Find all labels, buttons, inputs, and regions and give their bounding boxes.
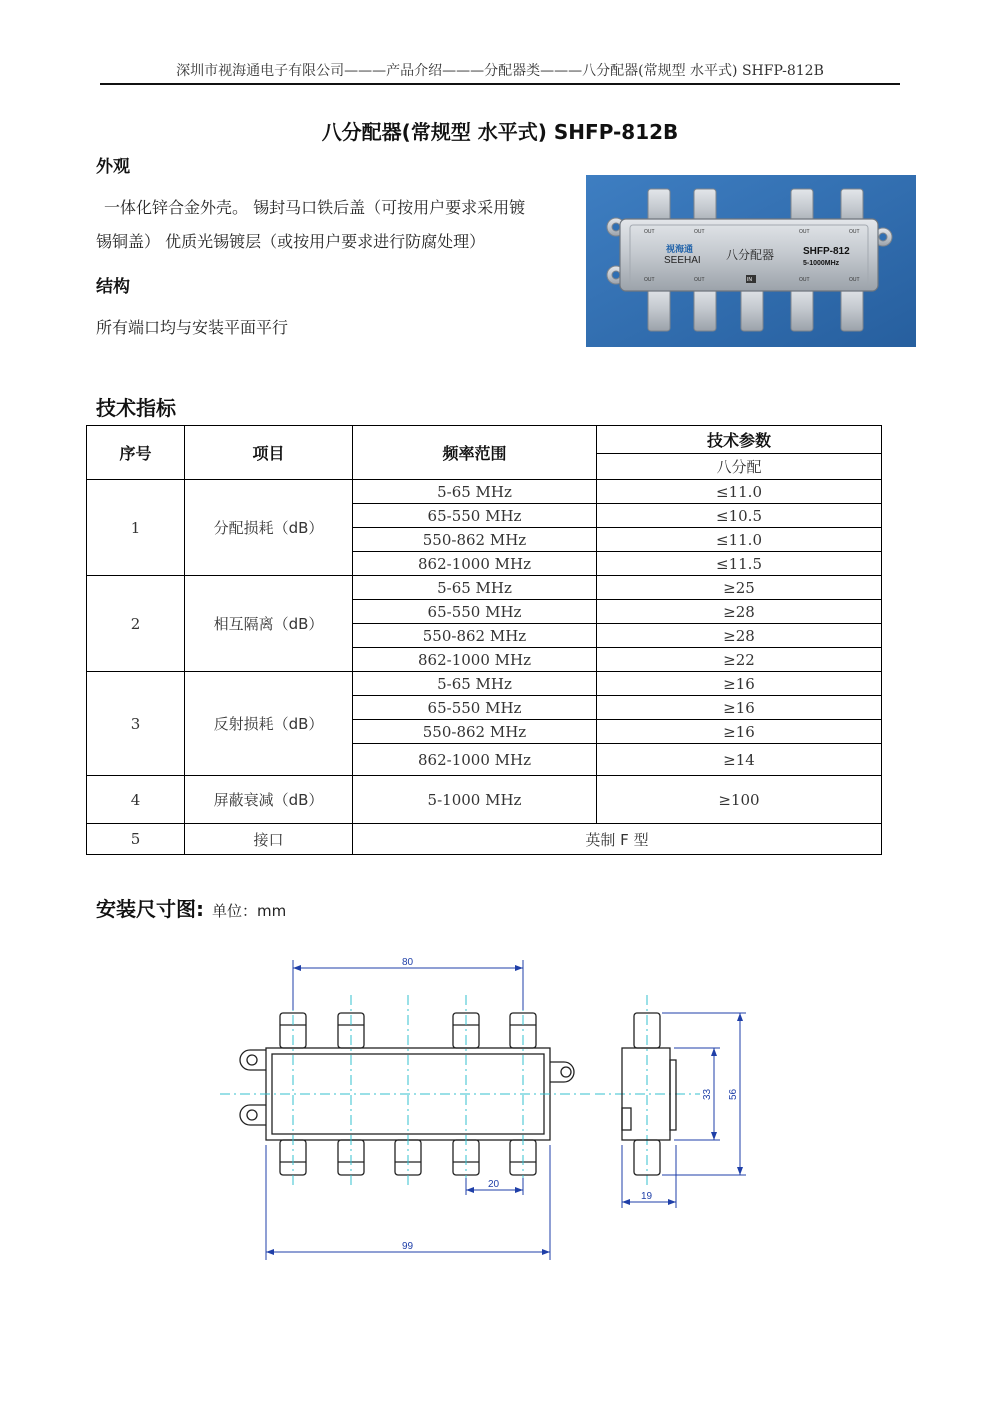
freq-cell: 550-862 MHz bbox=[353, 720, 597, 744]
freq-cell: 862-1000 MHz bbox=[353, 648, 597, 672]
freq-cell: 65-550 MHz bbox=[353, 600, 597, 624]
freq-cell: 5-65 MHz bbox=[353, 576, 597, 600]
value-cell: ≥14 bbox=[597, 744, 882, 776]
photo-out-label: OUT bbox=[694, 277, 705, 283]
center-lines bbox=[220, 995, 700, 1185]
header-rule bbox=[100, 83, 900, 85]
photo-out-label: OUT bbox=[799, 277, 810, 283]
col-subheader: 八分配 bbox=[597, 454, 882, 480]
freq-cell: 862-1000 MHz bbox=[353, 744, 597, 776]
freq-cell: 550-862 MHz bbox=[353, 528, 597, 552]
dimension-labels bbox=[402, 957, 739, 1252]
group-item: 反射损耗（dB） bbox=[185, 672, 353, 776]
freq-cell: 65-550 MHz bbox=[353, 696, 597, 720]
group-item: 屏蔽衰减（dB） bbox=[185, 776, 353, 824]
install-unit: 单位：mm bbox=[212, 902, 287, 920]
photo-out-label: OUT bbox=[644, 229, 655, 235]
value-cell: ≥28 bbox=[597, 600, 882, 624]
group-no: 1 bbox=[87, 480, 185, 576]
value-cell: ≥16 bbox=[597, 672, 882, 696]
freq-cell: 5-65 MHz bbox=[353, 480, 597, 504]
dim-bottom-label: 99 bbox=[402, 1241, 414, 1252]
photo-product-name: 八分配器 bbox=[726, 248, 775, 262]
photo-out-label: OUT bbox=[694, 229, 705, 235]
freq-cell: 5-1000 MHz bbox=[353, 776, 597, 824]
specs-heading: 技术指标 bbox=[96, 396, 176, 420]
value-cell: ≤10.5 bbox=[597, 504, 882, 528]
group-no: 4 bbox=[87, 776, 185, 824]
document-title: 八分配器(常规型 水平式) SHFP-812B bbox=[321, 120, 679, 144]
freq-cell: 862-1000 MHz bbox=[353, 552, 597, 576]
appearance-line-1: 一体化锌合金外壳。 锡封马口铁后盖（可按用户要求采用镀 bbox=[104, 198, 526, 217]
group-item: 相互隔离（dB） bbox=[185, 576, 353, 672]
group-no: 2 bbox=[87, 576, 185, 672]
appearance-line-2: 锡铜盖） 优质光锡镀层（或按用户要求进行防腐处理） bbox=[96, 232, 486, 251]
value-cell: ≥25 bbox=[597, 576, 882, 600]
photo-brand-en: SEEHAI bbox=[664, 255, 701, 266]
install-heading bbox=[96, 893, 286, 922]
structure-text: 所有端口均与安装平面平行 bbox=[96, 318, 289, 337]
value-cell: ≤11.0 bbox=[597, 528, 882, 552]
value-cell: ≤11.0 bbox=[597, 480, 882, 504]
product-photo bbox=[586, 175, 916, 347]
photo-range: 5-1000MHz bbox=[803, 260, 840, 267]
appearance-heading: 外观 bbox=[96, 157, 130, 177]
freq-cell: 65-550 MHz bbox=[353, 504, 597, 528]
photo-out-label: OUT bbox=[799, 229, 810, 235]
dim-pitch-label: 20 bbox=[488, 1179, 500, 1190]
page-header: 深圳市视海通电子有限公司———产品介绍———分配器类———八分配器(常规型 水平式) SHFP-812B bbox=[176, 63, 824, 79]
dim-outer-height-label: 56 bbox=[728, 1088, 739, 1100]
value-cell: ≥28 bbox=[597, 624, 882, 648]
col-header-no: 序号 bbox=[87, 426, 185, 480]
photo-out-label: OUT bbox=[849, 277, 860, 283]
value-cell: ≥100 bbox=[597, 776, 882, 824]
group-item: 接口 bbox=[185, 824, 353, 855]
photo-model: SHFP-812 bbox=[803, 246, 850, 257]
dimension-drawing bbox=[220, 950, 760, 1270]
spec-table bbox=[86, 425, 882, 855]
value-cell: ≥16 bbox=[597, 720, 882, 744]
group-no: 5 bbox=[87, 824, 185, 855]
dim-top-label: 80 bbox=[402, 957, 414, 968]
structure-heading: 结构 bbox=[96, 277, 130, 297]
install-heading-colon: : bbox=[196, 897, 204, 921]
value-cell: ≤11.5 bbox=[597, 552, 882, 576]
interface-value: 英制 F 型 bbox=[353, 824, 882, 855]
dimension-lines bbox=[266, 960, 746, 1260]
dimension-arrows bbox=[266, 965, 743, 1255]
dim-depth-label: 19 bbox=[641, 1191, 653, 1202]
col-header-params: 技术参数 bbox=[597, 426, 882, 454]
col-header-item: 项目 bbox=[185, 426, 353, 480]
photo-in-label: IN bbox=[747, 277, 752, 283]
freq-cell: 550-862 MHz bbox=[353, 624, 597, 648]
dim-inner-height-label: 33 bbox=[702, 1088, 713, 1100]
photo-out-label: OUT bbox=[849, 229, 860, 235]
install-heading-text: 安装尺寸图 bbox=[96, 897, 196, 921]
col-header-freq: 频率范围 bbox=[353, 426, 597, 480]
photo-brand-cn: 视海通 bbox=[666, 245, 694, 255]
value-cell: ≥16 bbox=[597, 696, 882, 720]
value-cell: ≥22 bbox=[597, 648, 882, 672]
group-no: 3 bbox=[87, 672, 185, 776]
group-item: 分配损耗（dB） bbox=[185, 480, 353, 576]
freq-cell: 5-65 MHz bbox=[353, 672, 597, 696]
photo-out-label: OUT bbox=[644, 277, 655, 283]
